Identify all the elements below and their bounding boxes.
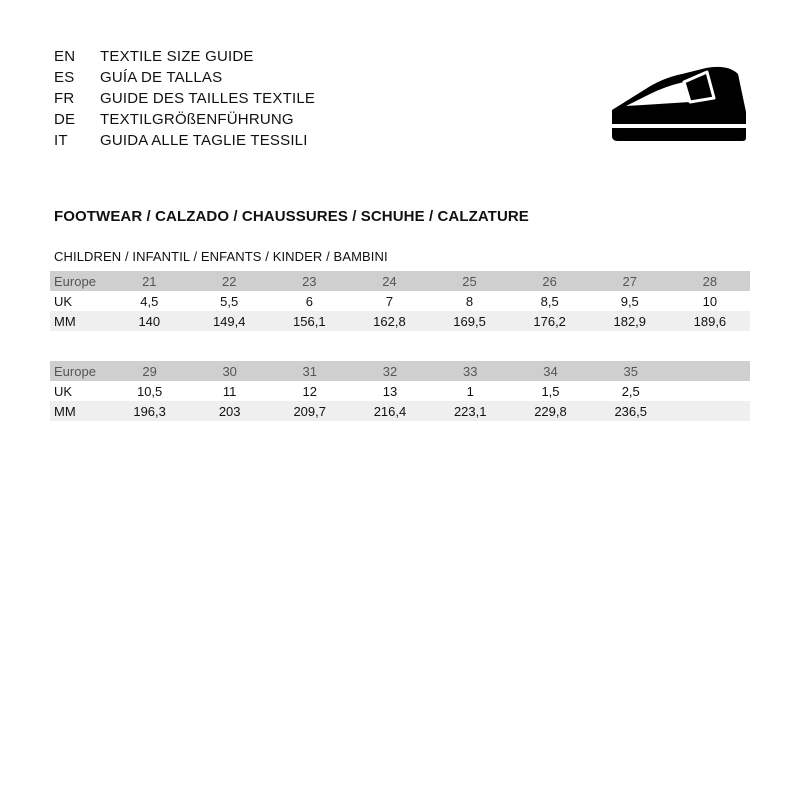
guide-title: TEXTILE SIZE GUIDE <box>100 48 254 65</box>
language-row-es <box>54 67 315 88</box>
table-cell: 1 <box>430 381 510 401</box>
table-row-mm <box>50 401 750 421</box>
table-cell: 189,6 <box>670 311 750 331</box>
table-cell: 223,1 <box>430 401 510 421</box>
table-cell: 24 <box>349 271 429 291</box>
row-label: Europe <box>50 361 110 381</box>
table-row-europe <box>50 361 750 381</box>
table-cell: 176,2 <box>510 311 590 331</box>
row-label: MM <box>50 401 110 421</box>
table-cell: 169,5 <box>429 311 509 331</box>
language-code: DE <box>54 111 76 128</box>
row-label: UK <box>50 291 109 311</box>
guide-title: TEXTILGRÖßENFÜHRUNG <box>100 111 294 128</box>
table-cell: 11 <box>190 381 270 401</box>
language-row-en <box>54 46 315 67</box>
table-cell: 182,9 <box>590 311 670 331</box>
table-cell: 30 <box>190 361 270 381</box>
table-cell: 26 <box>510 271 590 291</box>
table-cell: 22 <box>189 271 269 291</box>
table-cell: 34 <box>510 361 590 381</box>
table-cell: 23 <box>269 271 349 291</box>
table-cell: 209,7 <box>270 401 350 421</box>
guide-title: GUIDE DES TAILLES TEXTILE <box>100 90 316 107</box>
table-cell: 1,5 <box>510 381 590 401</box>
table-cell <box>671 381 750 401</box>
table-cell: 12 <box>270 381 350 401</box>
language-code: EN <box>54 48 76 65</box>
language-row-de <box>54 109 315 130</box>
table-cell: 216,4 <box>350 401 430 421</box>
size-table <box>50 271 750 331</box>
row-label: Europe <box>50 271 109 291</box>
table-cell: 203 <box>190 401 270 421</box>
table-cell: 28 <box>670 271 750 291</box>
language-row-it <box>54 130 315 151</box>
table-cell: 5,5 <box>189 291 269 311</box>
table-cell: 2,5 <box>591 381 671 401</box>
table-cell: 31 <box>270 361 350 381</box>
table-cell: 196,3 <box>110 401 190 421</box>
table-cell: 229,8 <box>510 401 590 421</box>
table-cell <box>671 361 750 381</box>
guide-title: GUIDA ALLE TAGLIE TESSILI <box>100 132 308 149</box>
table-cell: 9,5 <box>590 291 670 311</box>
table-cell: 162,8 <box>349 311 429 331</box>
row-label: UK <box>50 381 110 401</box>
table-cell: 33 <box>430 361 510 381</box>
language-code: ES <box>54 69 75 86</box>
table-cell: 35 <box>591 361 671 381</box>
table-cell: 32 <box>350 361 430 381</box>
table-cell: 13 <box>350 381 430 401</box>
table-cell: 25 <box>429 271 509 291</box>
table-cell: 236,5 <box>591 401 671 421</box>
table-cell: 10,5 <box>110 381 190 401</box>
table-cell: 7 <box>349 291 429 311</box>
table-cell: 156,1 <box>269 311 349 331</box>
table-cell: 29 <box>110 361 190 381</box>
table-cell: 4,5 <box>109 291 189 311</box>
table-row-uk <box>50 381 750 401</box>
table-cell: 10 <box>670 291 750 311</box>
language-code: FR <box>54 90 75 107</box>
table-row-mm <box>50 311 750 331</box>
table-cell: 6 <box>269 291 349 311</box>
table-cell: 21 <box>109 271 189 291</box>
size-table <box>50 361 750 421</box>
table-cell: 149,4 <box>189 311 269 331</box>
table-cell: 8,5 <box>510 291 590 311</box>
category-title: CHILDREN / INFANTIL / ENFANTS / KINDER / BAMBINI <box>54 249 388 264</box>
section-title: FOOTWEAR / CALZADO / CHAUSSURES / SCHUHE / CALZATURE <box>54 208 529 225</box>
row-label: MM <box>50 311 109 331</box>
language-row-fr <box>54 88 315 109</box>
table-cell <box>671 401 750 421</box>
table-cell: 8 <box>429 291 509 311</box>
guide-title: GUÍA DE TALLAS <box>100 69 223 86</box>
language-title-list <box>54 46 315 151</box>
table-cell: 140 <box>109 311 189 331</box>
shoe-icon <box>604 52 754 148</box>
table-cell: 27 <box>590 271 670 291</box>
table-row-europe <box>50 271 750 291</box>
table-row-uk <box>50 291 750 311</box>
language-code: IT <box>54 132 68 149</box>
